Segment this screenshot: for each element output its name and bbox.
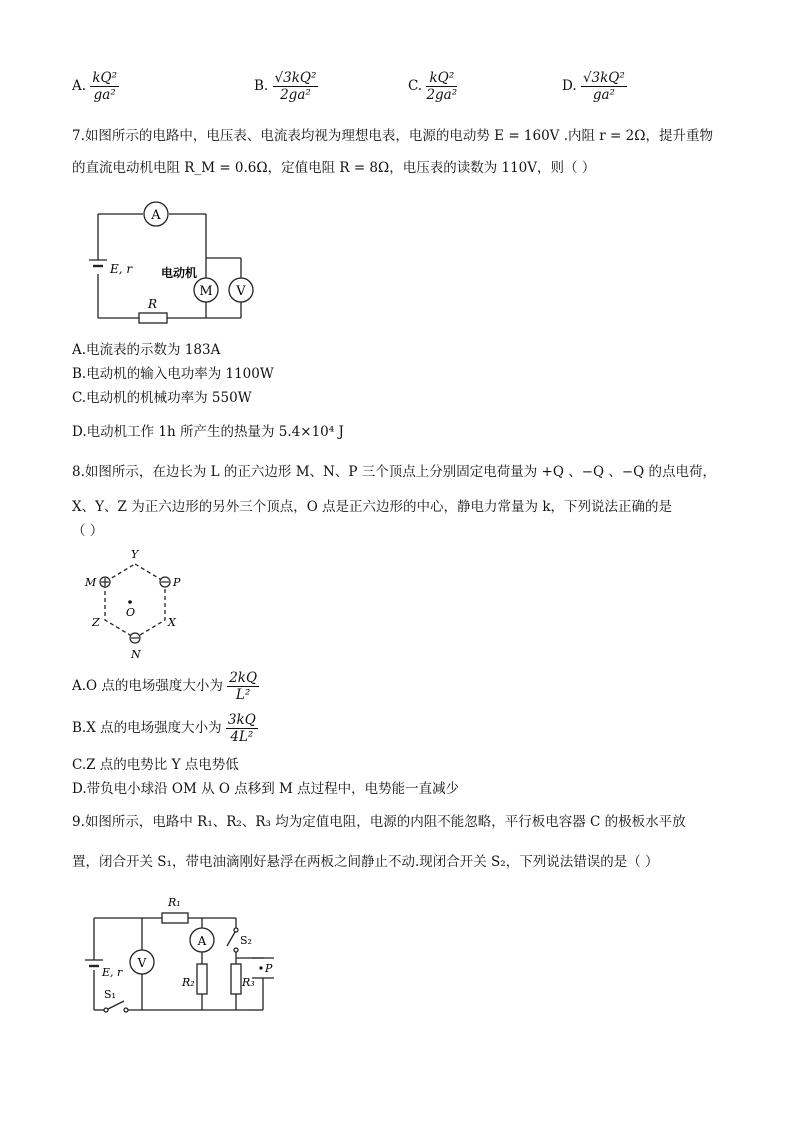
q7-option-d: D.电动机工作 1h 所产生的热量为 5.4×10⁴ J bbox=[72, 424, 344, 440]
q7-option-c: C.电动机的机械功率为 550W bbox=[72, 390, 252, 406]
q7-option-a: A.电流表的示数为 183A bbox=[72, 342, 221, 358]
label-z: Z bbox=[92, 616, 100, 629]
fraction bbox=[273, 70, 319, 103]
option-label: B. bbox=[254, 78, 269, 94]
source-label: E, r bbox=[110, 262, 133, 276]
numerator: √3kQ² bbox=[582, 70, 625, 86]
q8-stem-line1: 8.如图所示，在边长为 L 的正六边形 M、N、P 三个顶点上分别固定电荷量为 +Q 、−Q 、−Q 的点电荷， bbox=[72, 464, 717, 480]
q7-stem-line2: 的直流电动机电阻 R_M = 0.6Ω，定值电阻 R = 8Ω，电压表的读数为 110V，则（ ） bbox=[72, 160, 596, 176]
label-p: P bbox=[173, 576, 181, 589]
motor-caption: 电动机 bbox=[161, 266, 198, 280]
label-x: X bbox=[168, 616, 176, 629]
q6-option-b bbox=[254, 70, 318, 103]
q7-circuit-figure bbox=[86, 196, 266, 332]
ammeter-label: A bbox=[197, 934, 207, 948]
source-label: E, r bbox=[102, 966, 123, 979]
voltmeter-label: V bbox=[236, 284, 246, 299]
denominator: 2ga² bbox=[426, 87, 458, 103]
option-label: A. bbox=[72, 78, 87, 94]
label-m: M bbox=[85, 576, 97, 589]
r3-label: R₃ bbox=[242, 976, 255, 989]
motor-label: M bbox=[199, 284, 213, 299]
numerator: kQ² bbox=[426, 70, 457, 87]
p-label: P bbox=[265, 962, 273, 975]
resistor-label: R bbox=[148, 297, 158, 311]
s2-label: S₂ bbox=[240, 934, 252, 947]
q9-stem-line1: 9.如图所示，电路中 R₁、R₂、R₃ 均为定值电阻，电源的内阻不能忽略，平行板电容器 C 的极板水平放 bbox=[72, 814, 686, 830]
denominator: 4L² bbox=[230, 729, 254, 745]
label-y: Y bbox=[131, 548, 139, 561]
denominator: L² bbox=[235, 687, 251, 703]
fraction bbox=[227, 670, 259, 703]
s1-label: S₁ bbox=[104, 988, 116, 1001]
fraction bbox=[581, 70, 627, 103]
fraction bbox=[90, 70, 119, 103]
denominator: 2ga² bbox=[280, 87, 311, 103]
numerator: √3kQ² bbox=[274, 70, 317, 86]
q8-option-c: C.Z 点的电势比 Y 点电势低 bbox=[72, 757, 239, 773]
q9-circuit-figure bbox=[80, 886, 276, 1026]
option-label: C. bbox=[408, 78, 423, 94]
option-text: A.O 点的电场强度大小为 bbox=[72, 678, 223, 694]
q7-option-b: B.电动机的输入电功率为 1100W bbox=[72, 366, 274, 382]
numerator: 2kQ bbox=[229, 670, 258, 686]
label-n: N bbox=[131, 648, 141, 661]
fraction bbox=[426, 70, 457, 103]
r2-label: R₂ bbox=[182, 976, 195, 989]
voltmeter-label: V bbox=[137, 956, 147, 970]
q8-stem-line2: X、Y、Z 为正六边形的另外三个顶点，O 点是正六边形的中心，静电力常量为 k，下列说法正确的是 bbox=[72, 499, 673, 515]
numerator: kQ² bbox=[92, 70, 118, 86]
q7-stem-line1: 7.如图所示的电路中，电压表、电流表均视为理想电表，电源的电动势 E = 160V .内阻 r = 2Ω，提升重物 bbox=[72, 128, 713, 144]
ammeter-label: A bbox=[151, 208, 161, 223]
charge-p-negative bbox=[160, 577, 170, 587]
numerator: 3kQ bbox=[227, 712, 256, 728]
q8-hexagon-figure bbox=[80, 546, 190, 664]
q6-option-d bbox=[562, 70, 627, 103]
q6-option-c bbox=[408, 70, 457, 103]
q6-option-a bbox=[72, 70, 119, 103]
denominator: ga² bbox=[592, 87, 615, 103]
q8-stem-line3: （ ） bbox=[72, 523, 104, 539]
charge-m-positive bbox=[100, 577, 110, 587]
q8-option-b bbox=[72, 712, 258, 745]
option-text: B.X 点的电场强度大小为 bbox=[72, 720, 222, 736]
fraction bbox=[226, 712, 258, 745]
q9-stem-line2: 置，闭合开关 S₁，带电油滴刚好悬浮在两板之间静止不动.现闭合开关 S₂，下列说法错误的是（ ） bbox=[72, 854, 659, 870]
r1-label: R₁ bbox=[168, 896, 181, 909]
option-label: D. bbox=[562, 78, 577, 94]
q8-option-a bbox=[72, 670, 259, 703]
q8-option-d: D.带负电小球沿 OM 从 O 点移到 M 点过程中，电势能一直减少 bbox=[72, 781, 460, 797]
denominator: ga² bbox=[93, 87, 116, 103]
label-o: O bbox=[126, 606, 136, 619]
charge-n-negative bbox=[130, 633, 140, 643]
